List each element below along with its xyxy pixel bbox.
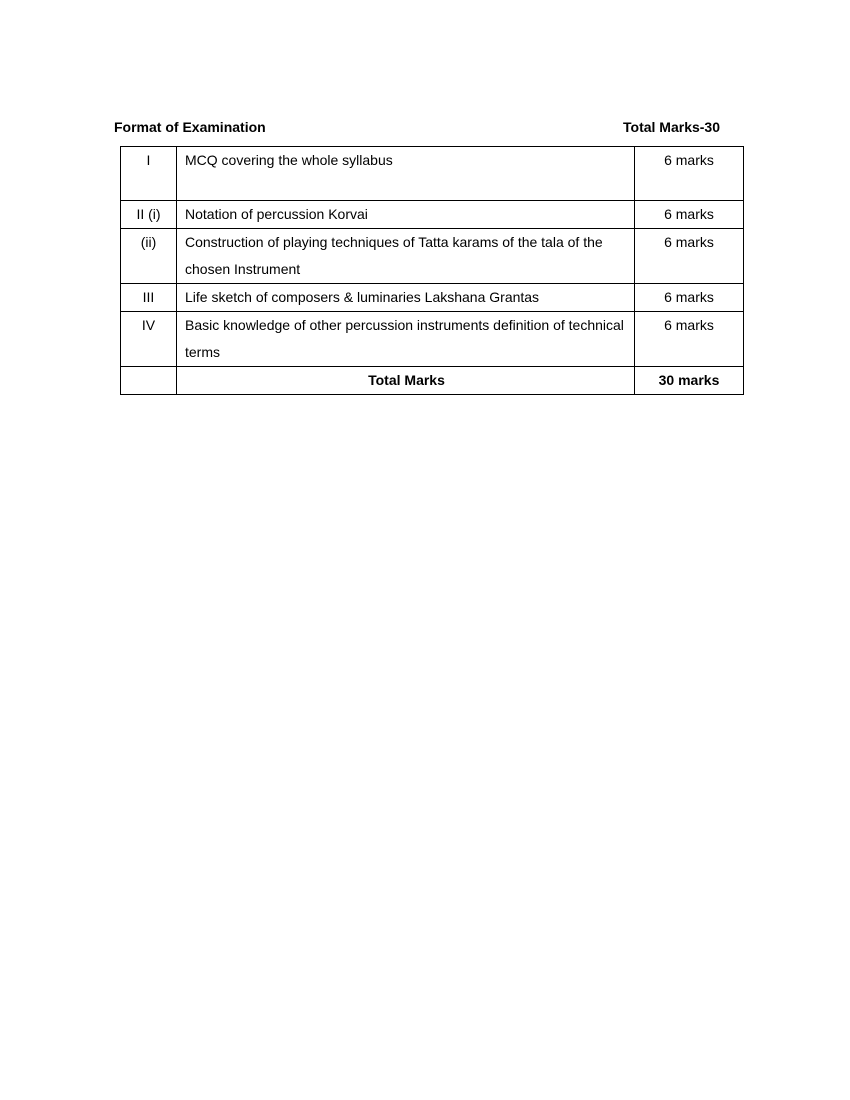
table-row (121, 284, 744, 312)
exam-format-title: Format of Examination (114, 119, 266, 135)
exam-format-table (120, 146, 744, 395)
section-description: Life sketch of composers & luminaries Lakshana Grantas (177, 284, 635, 312)
section-description: Notation of percussion Korvai (177, 201, 635, 229)
total-row-number (121, 367, 177, 395)
section-number: IV (121, 312, 177, 367)
total-row (121, 367, 744, 395)
section-marks: 6 marks (635, 284, 744, 312)
table-row (121, 147, 744, 201)
section-marks: 6 marks (635, 229, 744, 284)
section-description: Construction of playing techniques of Tatta karams of the tala of the chosen Instrument (177, 229, 635, 284)
total-marks-heading: Total Marks-30 (623, 119, 720, 135)
section-marks: 6 marks (635, 201, 744, 229)
total-marks-value: 30 marks (635, 367, 744, 395)
section-number: I (121, 147, 177, 201)
section-number: II (i) (121, 201, 177, 229)
section-marks: 6 marks (635, 312, 744, 367)
section-marks: 6 marks (635, 147, 744, 201)
total-marks-label: Total Marks (177, 367, 635, 395)
exam-header (114, 119, 720, 137)
section-number: III (121, 284, 177, 312)
table-row (121, 201, 744, 229)
section-number: (ii) (121, 229, 177, 284)
section-description: Basic knowledge of other percussion instruments definition of technical terms (177, 312, 635, 367)
table-row (121, 312, 744, 367)
section-description: MCQ covering the whole syllabus (177, 147, 635, 201)
table-row (121, 229, 744, 284)
